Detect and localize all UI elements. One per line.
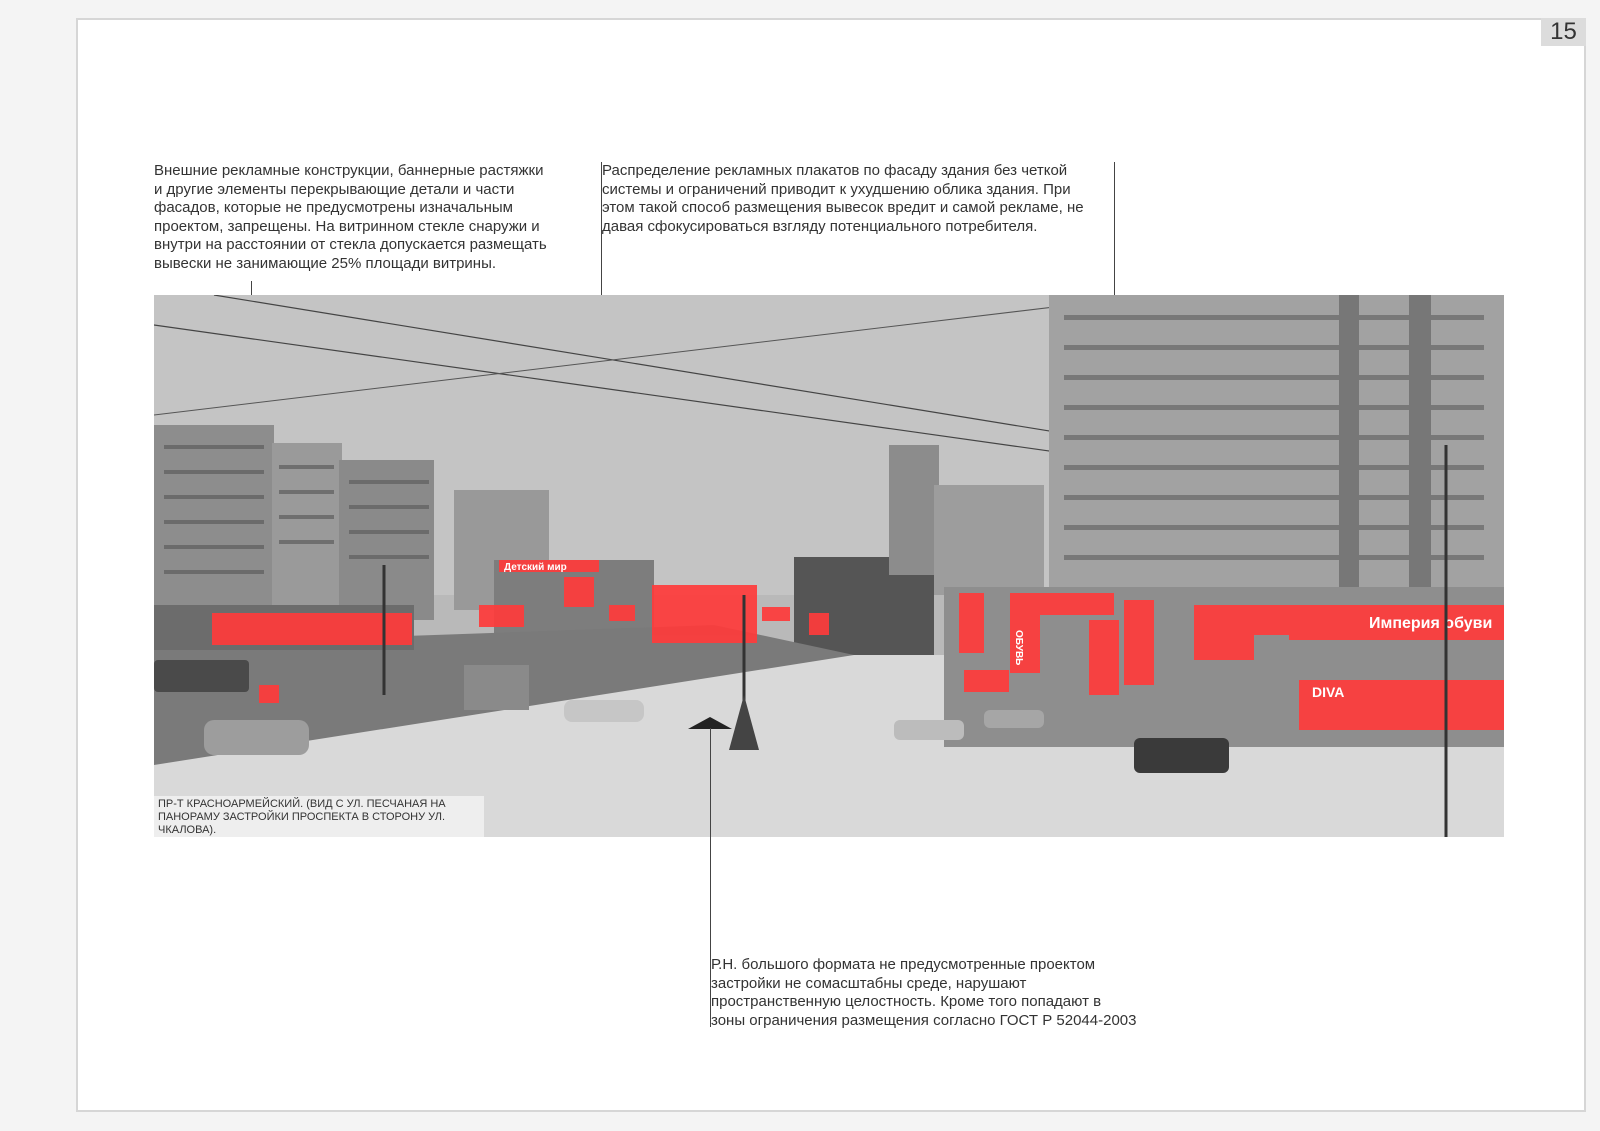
svg-text:ОБУВЬ: ОБУВЬ <box>1013 630 1024 666</box>
annotation-center: Распределение рекламных плакатов по фасаду здания без четкой системы и ограничений приводит к ухудшению облика здания. При этом такой способ размещения вывесок вредит и самой рекламе, не давая сфокусироваться взгляду потенциального потребителя. <box>602 162 1084 235</box>
page-number: 15 <box>1541 18 1586 46</box>
street-panorama-photo <box>154 295 1504 837</box>
svg-text:Детский мир: Детский мир <box>504 562 567 573</box>
svg-text:Империя обуви: Империя обуви <box>1369 615 1493 632</box>
annotation-bottom: Р.Н. большого формата не предусмотренные проектом застройки не сомасштабны среде, нарушают пространственную целостность. Кроме того попадают в зоны ограничения размещения согласно ГОСТ Р 52044-2003 <box>711 956 1137 1029</box>
svg-text:DIVA: DIVA <box>1312 684 1345 700</box>
panorama-illustration <box>154 295 1504 837</box>
annotation-left: Внешние рекламные конструкции, баннерные растяжки и другие элементы перекрывающие детали и части фасадов, которые не предусмотрены изначальным проектом, запрещены. На витринном стекле снаружи и внутри на расстоянии от стекла допускается размещать вывески не занимающие 25% площади витрины. <box>154 162 547 272</box>
photo-caption: ПР-Т КРАСНОАРМЕЙСКИЙ. (ВИД С УЛ. ПЕСЧАНАЯ НА ПАНОРАМУ ЗАСТРОЙКИ ПРОСПЕКТА В СТОРОНУ УЛ. ЧКАЛОВА). <box>154 796 484 837</box>
